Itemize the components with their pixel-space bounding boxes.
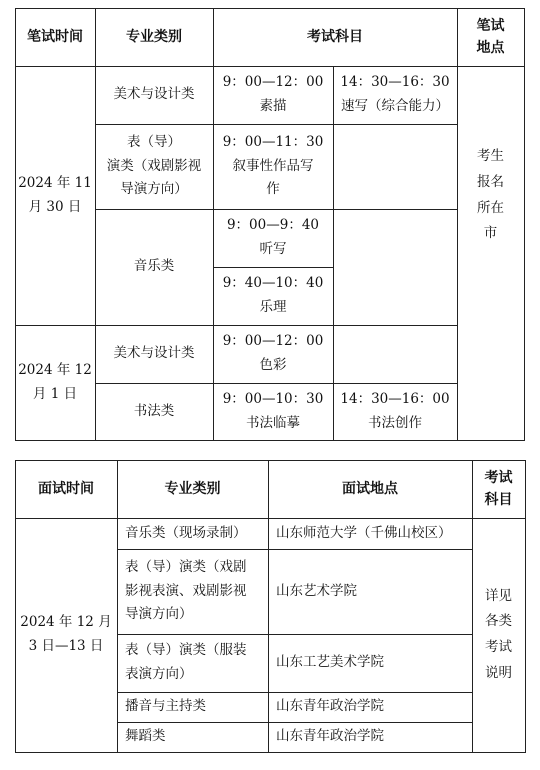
- interview-category-fashion: 表（导）演类（服装 表演方向）: [125, 642, 247, 682]
- interview-category-broadcast: 播音与主持类: [125, 698, 206, 715]
- category-director: 表（导） 演类（戏剧影视 导演方向）: [106, 134, 202, 198]
- interview-category-dance: 舞蹈类: [125, 728, 166, 745]
- interview-location-sduad: 山东工艺美术学院: [276, 654, 384, 671]
- subject-color: 9：00—12：00 色彩: [222, 333, 324, 373]
- header-interview-category: 专业类别: [164, 480, 221, 497]
- interview-category-acting: 表（导）演类（戏剧 影视表演、戏剧影视 导演方向）: [125, 559, 247, 623]
- interview-location-sdyu-2: 山东青年政治学院: [276, 728, 384, 745]
- header-written-location: 笔试 地点: [476, 17, 505, 56]
- subject-music-theory: 9：40—10：40 乐理: [222, 275, 324, 315]
- header-category: 专业类别: [126, 28, 182, 45]
- subject-dictation: 9：00—9：40 听写: [226, 217, 320, 257]
- subject-narrative-writing: 9：00—11：30 叙事性作品写 作: [222, 134, 324, 198]
- subject-calligraphy-copy: 9：00—10：30 书法临摹: [222, 390, 324, 431]
- header-interview-location: 面试地点: [342, 480, 398, 497]
- interview-location-sdyu-1: 山东青年政治学院: [276, 698, 384, 715]
- category-art-design: 美术与设计类: [113, 86, 195, 103]
- written-location-value: 考生 报名 所在 市: [477, 148, 504, 242]
- written-date-2: 2024 年 12 月 1 日: [18, 361, 92, 402]
- interview-date: 2024 年 12 月 3 日—13 日: [20, 614, 112, 654]
- category-music: 音乐类: [133, 258, 175, 275]
- header-written-time: 笔试时间: [27, 28, 83, 45]
- category-calligraphy: 书法类: [133, 402, 175, 419]
- subject-sketch: 9：00—12：00 素描: [222, 74, 324, 114]
- header-subjects: 考试科目: [307, 28, 363, 45]
- interview-location-sdca: 山东艺术学院: [276, 582, 357, 599]
- interview-category-music: 音乐类（现场录制）: [125, 524, 247, 541]
- header-interview-time: 面试时间: [38, 480, 94, 497]
- category-art-design-2: 美术与设计类: [113, 345, 195, 362]
- interview-subject-value: 详见 各类 考试 说明: [485, 587, 512, 681]
- subject-quick-sketch: 14：30—16：30 速写（综合能力）: [340, 74, 450, 114]
- subject-calligraphy-creation: 14：30—16：00 书法创作: [340, 390, 450, 431]
- header-interview-subject: 考试 科目: [484, 469, 513, 508]
- interview-location-sdnu: 山东师范大学（千佛山校区）: [276, 524, 452, 541]
- written-date-1: 2024 年 11 月 30 日: [18, 174, 92, 215]
